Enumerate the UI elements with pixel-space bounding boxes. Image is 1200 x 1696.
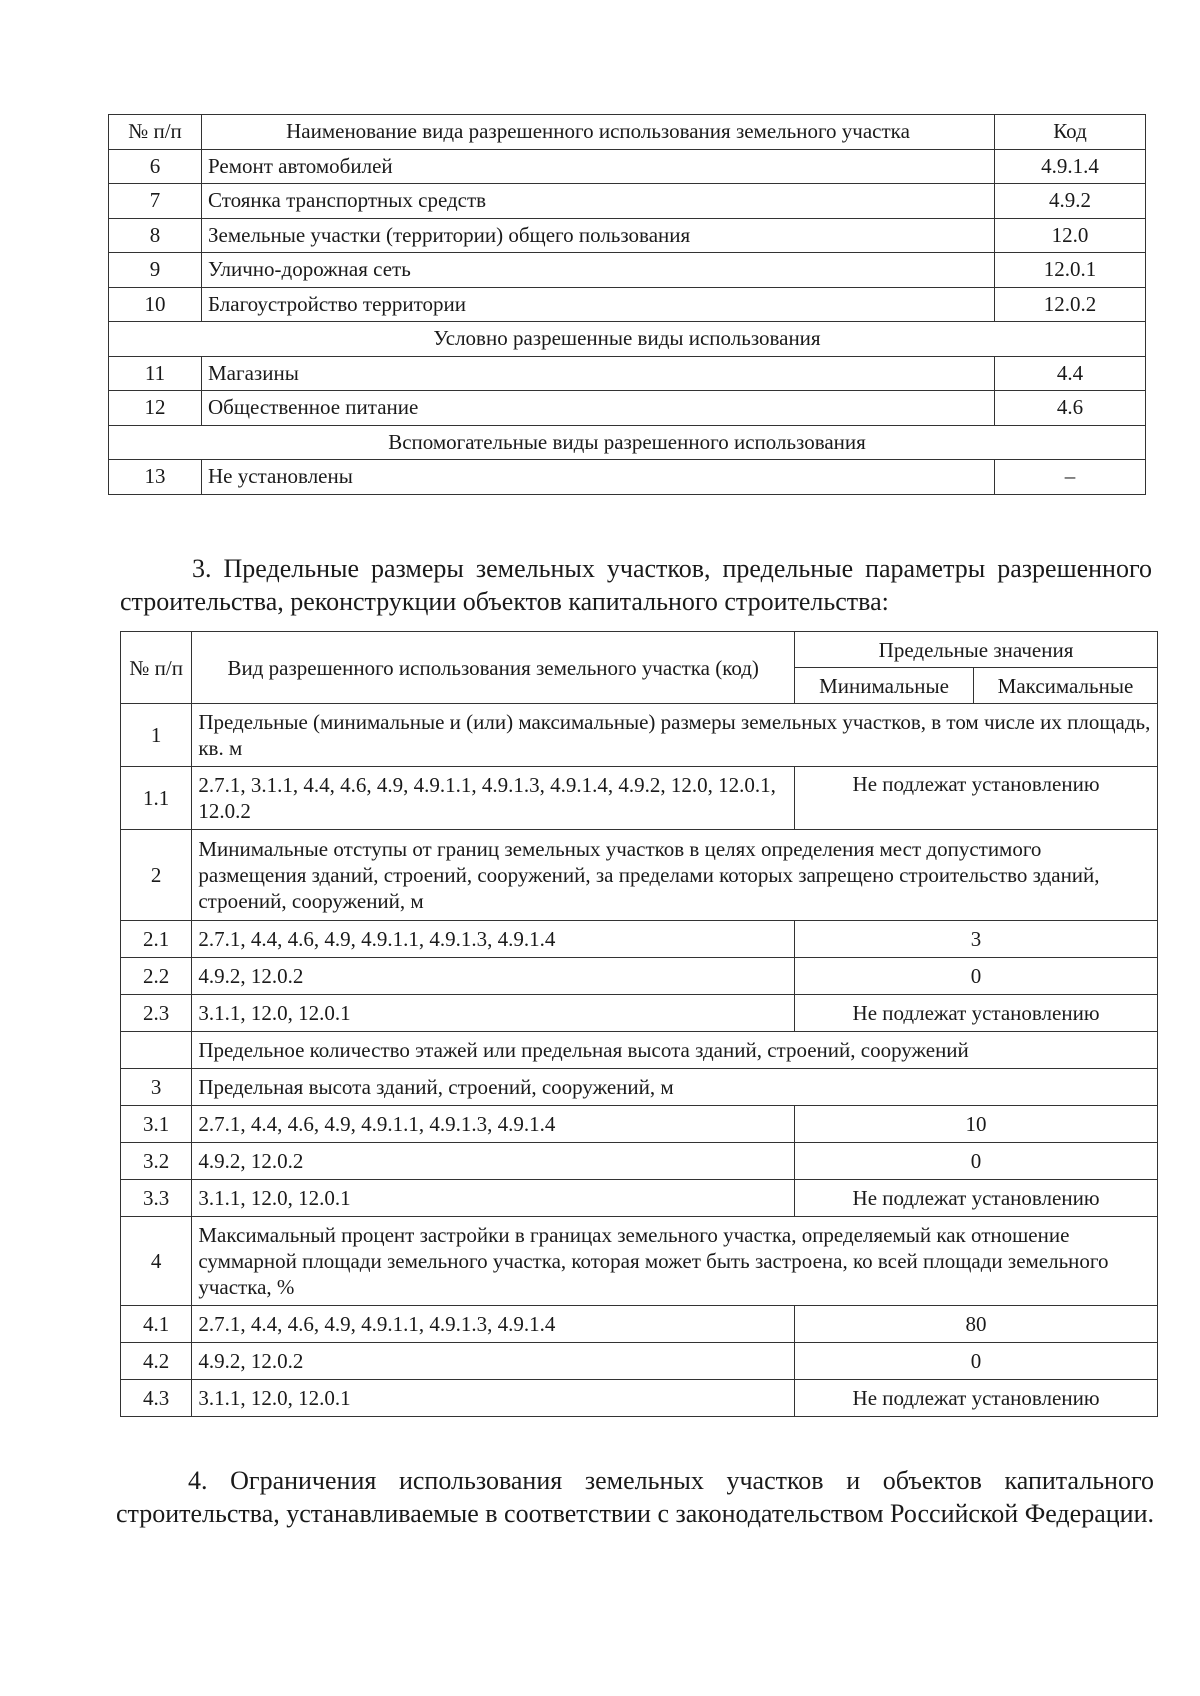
section-row	[109, 425, 1146, 460]
row-num: 3	[121, 1069, 192, 1106]
row-num: 4.2	[121, 1343, 192, 1380]
row-num: 8	[109, 218, 202, 253]
table-row	[121, 1180, 1158, 1217]
row-text: Минимальные отступы от границ земельных участков в целях определения мест допустимого размещения зданий, строений, сооружений, за пределами которых запрещено строительство зданий, строений, сооружений, м	[192, 830, 1158, 921]
row-code: 4.9.1.4	[995, 149, 1146, 184]
row-num: 4.1	[121, 1306, 192, 1343]
table-row	[121, 1069, 1158, 1106]
row-num: 4	[121, 1217, 192, 1306]
row-name: Не установлены	[202, 460, 995, 495]
row-codes: 3.1.1, 12.0, 12.0.1	[192, 995, 795, 1032]
row-text: Максимальный процент застройки в границах земельного участка, определяемый как отношение суммарной площади земельного участка, которая может быть застроена, ко всей площади земельного участка, %	[192, 1217, 1158, 1306]
row-num: 2.1	[121, 921, 192, 958]
table-row	[121, 995, 1158, 1032]
table-row	[109, 391, 1146, 426]
row-code: 12.0.1	[995, 253, 1146, 288]
row-codes: 2.7.1, 4.4, 4.6, 4.9, 4.9.1.1, 4.9.1.3, 4.9.1.4	[192, 1306, 795, 1343]
row-value: 80	[795, 1306, 1158, 1343]
row-text: Предельные (минимальные и (или) максимальные) размеры земельных участков, в том числе их площадь, кв. м	[192, 704, 1158, 767]
row-num: 2	[121, 830, 192, 921]
header-num: № п/п	[121, 632, 192, 704]
row-code: 4.6	[995, 391, 1146, 426]
row-num: 11	[109, 356, 202, 391]
table-row	[109, 149, 1146, 184]
section-auxiliary: Вспомогательные виды разрешенного использования	[109, 425, 1146, 460]
row-code: 4.9.2	[995, 184, 1146, 219]
table-row	[121, 830, 1158, 921]
table-row	[121, 1217, 1158, 1306]
row-num: 4.3	[121, 1380, 192, 1417]
row-num: 2.2	[121, 958, 192, 995]
table-row	[121, 958, 1158, 995]
row-codes: 3.1.1, 12.0, 12.0.1	[192, 1180, 795, 1217]
row-name: Благоустройство территории	[202, 287, 995, 322]
row-value: 3	[795, 921, 1158, 958]
row-value: Не подлежат установлению	[795, 1180, 1158, 1217]
table-header-row	[121, 632, 1158, 668]
row-codes: 2.7.1, 3.1.1, 4.4, 4.6, 4.9, 4.9.1.1, 4.9.1.3, 4.9.1.4, 4.9.2, 12.0, 12.0.1, 12.0.2	[192, 767, 795, 830]
row-name: Ремонт автомобилей	[202, 149, 995, 184]
header-name: Наименование вида разрешенного использования земельного участка	[202, 115, 995, 150]
row-num: 2.3	[121, 995, 192, 1032]
row-num: 7	[109, 184, 202, 219]
row-codes: 2.7.1, 4.4, 4.6, 4.9, 4.9.1.1, 4.9.1.3, 4.9.1.4	[192, 921, 795, 958]
row-value: Не подлежат установлению	[795, 767, 1158, 830]
row-value: 0	[795, 1343, 1158, 1380]
row-codes: 2.7.1, 4.4, 4.6, 4.9, 4.9.1.1, 4.9.1.3, 4.9.1.4	[192, 1106, 795, 1143]
row-value: Не подлежат установлению	[795, 1380, 1158, 1417]
row-name: Улично-дорожная сеть	[202, 253, 995, 288]
row-num: 1.1	[121, 767, 192, 830]
row-name: Магазины	[202, 356, 995, 391]
row-num: 10	[109, 287, 202, 322]
table-row	[109, 287, 1146, 322]
row-codes: 4.9.2, 12.0.2	[192, 958, 795, 995]
row-num: 3.1	[121, 1106, 192, 1143]
table-row	[109, 356, 1146, 391]
row-codes: 3.1.1, 12.0, 12.0.1	[192, 1380, 795, 1417]
header-kind: Вид разрешенного использования земельного участка (код)	[192, 632, 795, 704]
row-value: Не подлежат установлению	[795, 995, 1158, 1032]
row-num: 3.2	[121, 1143, 192, 1180]
table-row	[121, 1306, 1158, 1343]
table-row	[121, 704, 1158, 767]
table-row	[109, 184, 1146, 219]
table-header-row	[109, 115, 1146, 150]
header-limits: Предельные значения	[795, 632, 1158, 668]
row-value: 0	[795, 1143, 1158, 1180]
row-num: 6	[109, 149, 202, 184]
table-row	[121, 1143, 1158, 1180]
section-conditional: Условно разрешенные виды использования	[109, 322, 1146, 357]
row-codes: 4.9.2, 12.0.2	[192, 1143, 795, 1180]
row-name: Земельные участки (территории) общего пользования	[202, 218, 995, 253]
table-row	[121, 767, 1158, 830]
header-min: Минимальные	[795, 668, 974, 704]
section-row	[109, 322, 1146, 357]
table-row	[109, 218, 1146, 253]
paragraph-3: 3. Предельные размеры земельных участков, предельные параметры разрешенного строительства, реконструкции объектов капитального строительства:	[120, 554, 1152, 616]
permitted-use-table	[108, 114, 1146, 495]
header-max: Максимальные	[973, 668, 1157, 704]
row-num: 9	[109, 253, 202, 288]
row-value: 0	[795, 958, 1158, 995]
row-text: Предельная высота зданий, строений, сооружений, м	[192, 1069, 1158, 1106]
header-num: № п/п	[109, 115, 202, 150]
row-num	[121, 1032, 192, 1069]
row-code: 12.0	[995, 218, 1146, 253]
row-value: 10	[795, 1106, 1158, 1143]
row-code: 12.0.2	[995, 287, 1146, 322]
paragraph-4: 4. Ограничения использования земельных участков и объектов капитального строительства, устанавливаемые в соответствии с законодательством Российской Федерации.	[116, 1466, 1154, 1528]
table-row	[109, 460, 1146, 495]
table-row	[121, 1343, 1158, 1380]
row-num: 12	[109, 391, 202, 426]
row-codes: 4.9.2, 12.0.2	[192, 1343, 795, 1380]
limits-table	[120, 631, 1158, 1417]
row-text: Предельное количество этажей или предельная высота зданий, строений, сооружений	[192, 1032, 1158, 1069]
row-num: 13	[109, 460, 202, 495]
table-row	[121, 921, 1158, 958]
row-name: Стоянка транспортных средств	[202, 184, 995, 219]
table-row	[121, 1380, 1158, 1417]
row-code: 4.4	[995, 356, 1146, 391]
row-num: 3.3	[121, 1180, 192, 1217]
table-row	[121, 1106, 1158, 1143]
table-row	[109, 253, 1146, 288]
row-name: Общественное питание	[202, 391, 995, 426]
row-num: 1	[121, 704, 192, 767]
header-code: Код	[995, 115, 1146, 150]
row-code: –	[995, 460, 1146, 495]
table-row	[121, 1032, 1158, 1069]
